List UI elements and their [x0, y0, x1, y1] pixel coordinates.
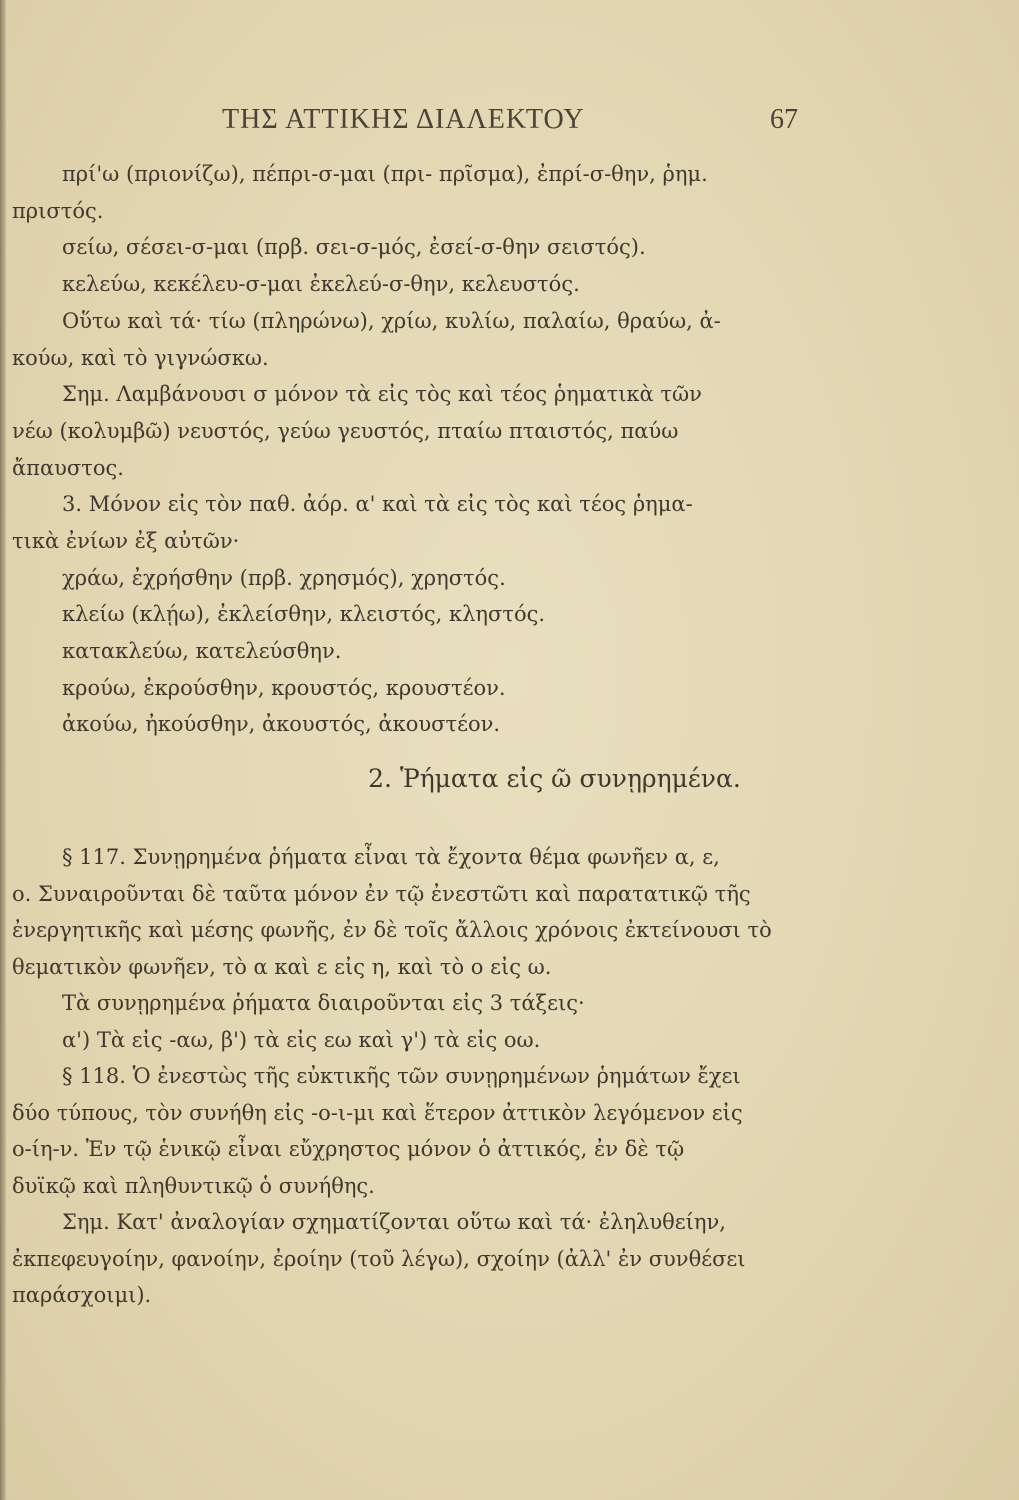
text-line: κατακλεύω, κατελεύσθην. [62, 639, 342, 663]
text-line: κρούω, ἐκρούσθην, κρουστός, κρουστέον. [62, 676, 506, 700]
section-heading-text: 2. Ῥήματα εἰς ῶ συνῃρημένα. [368, 764, 741, 793]
page-edge-shadow [0, 0, 6, 1500]
text-line: ἄπαυστος. [12, 456, 124, 480]
text-line: κελεύω, κεκέλευ-σ-μαι ἐκελεύ-σ-θην, κελευστός. [62, 272, 580, 296]
text-line: Σημ. Λαμβάνουσι σ μόνον τὰ εἰς τὸς καὶ τέος ῥηματικὰ τῶν [62, 382, 702, 406]
text-line: τικὰ ἐνίων ἐξ αὐτῶν· [12, 529, 240, 553]
text-line: ἐκπεφευγοίην, φανοίην, ἐροίην (τοῦ λέγω), σχοίην (ἀλλ' ἐν συνθέσει [12, 1247, 746, 1271]
running-head: ΤΗΣ ΑΤΤΙΚΗΣ ΔΙΑΛΕΚΤΟΥ [222, 104, 585, 135]
text-line: θεματικὸν φωνῆεν, τὸ α καὶ ε εἰς η, καὶ τὸ ο εἰς ω. [12, 955, 552, 979]
text-line: παράσχοιμι). [12, 1283, 152, 1307]
text-line: πριστός. [12, 199, 104, 223]
text-line: α') Τὰ εἰς -αω, β') τὰ εἰς εω καὶ γ') τὰ εἰς οω. [62, 1028, 541, 1052]
text-line: Τὰ συνῃρημένα ῥήματα διαιροῦνται εἰς 3 τάξεις· [62, 991, 585, 1015]
text-line: ο. Συναιροῦνται δὲ ταῦτα μόνον ἐν τῷ ἐνεστῶτι καὶ παρατατικῷ τῆς [12, 882, 751, 906]
text-line: δύο τύπους, τὸν συνήθη εἰς -ο-ι-μι καὶ ἕτερον ἀττικὸν λεγόμενον εἰς [12, 1101, 743, 1125]
text-line: ἀκούω, ἠκούσθην, ἀκουστός, ἀκουστέον. [62, 712, 501, 736]
text-line: Οὕτω καὶ τά· τίω (πληρώνω), χρίω, κυλίω, παλαίω, θραύω, ἀ- [62, 309, 721, 333]
text-line: § 117. Συνῃρημένα ῥήματα εἶναι τὰ ἔχοντα θέμα φωνῆεν α, ε, [62, 845, 720, 869]
text-line: χράω, ἐχρήσθην (πρβ. χρησμός), χρηστός. [62, 566, 506, 590]
page-number: 67 [770, 104, 798, 135]
text-line: Σημ. Κατ' ἀναλογίαν σχηματίζονται οὕτω καὶ τά· ἐληλυθείην, [62, 1210, 726, 1234]
text-line: κούω, καὶ τὸ γιγνώσκω. [12, 346, 269, 370]
text-line: § 118. Ὁ ἐνεστὼς τῆς εὐκτικῆς τῶν συνῃρημένων ῥημάτων ἔχει [62, 1064, 741, 1088]
text-line: 3. Μόνον εἰς τὸν παθ. ἀόρ. α' καὶ τὰ εἰς τὸς καὶ τέος ῥημα- [62, 492, 693, 516]
text-line: ἐνεργητικῆς καὶ μέσης φωνῆς, ἐν δὲ τοῖς ἄλλοις χρόνοις ἐκτείνουσι τὸ [12, 918, 772, 942]
text-line: κλείω (κλῄω), ἐκλείσθην, κλειστός, κληστός. [62, 602, 546, 626]
text-line: πρί'ω (πριονίζω), πέπρι-σ-μαι (πρι- πρῖσμα), ἐπρί-σ-θην, ῥημ. [62, 162, 708, 186]
text-line: ο-ίη-ν. Ἐν τῷ ἑνικῷ εἶναι εὔχρηστος μόνον ὁ ἀττικός, ἐν δὲ τῷ [12, 1137, 685, 1161]
section-heading [0, 764, 1019, 793]
text-line: νέω (κολυμβῶ) νευστός, γεύω γευστός, πταίω πταιστός, παύω [12, 419, 679, 443]
page-header [0, 100, 1019, 140]
text-line: δυϊκῷ καὶ πληθυντικῷ ὁ συνήθης. [12, 1174, 375, 1198]
text-line: σείω, σέσει-σ-μαι (πρβ. σει-σ-μός, ἐσεί-σ-θην σειστός). [62, 235, 646, 259]
